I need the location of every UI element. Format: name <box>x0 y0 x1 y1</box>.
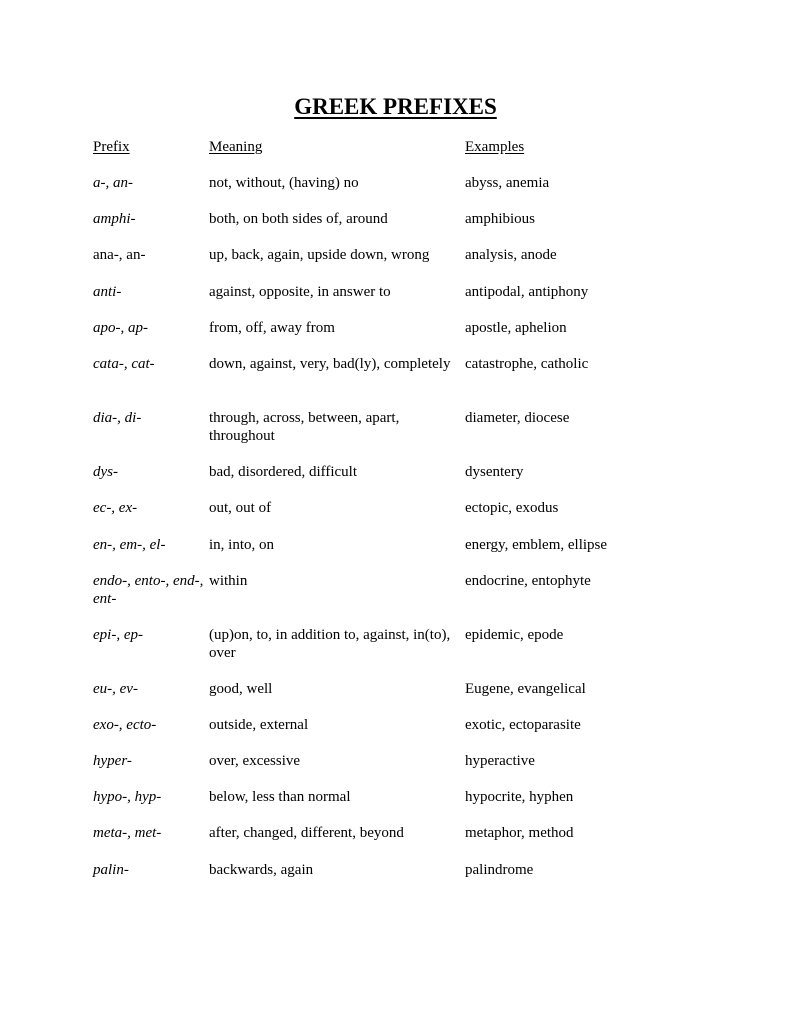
row-prefix: dia-, di- <box>93 410 142 426</box>
row-examples: analysis, anode <box>465 247 557 263</box>
row-meaning: bad, disordered, difficult <box>209 464 358 480</box>
row-examples: epidemic, epode <box>465 627 564 643</box>
row-examples: hyperactive <box>465 753 535 769</box>
row-meaning: outside, external <box>209 717 309 733</box>
row-meaning: through, across, between, apart, throughout <box>209 410 400 444</box>
row-prefix: hypo-, hyp- <box>93 789 162 805</box>
row-meaning: (up)on, to, in addition to, against, in(to), over <box>209 627 451 661</box>
row-meaning: against, opposite, in answer to <box>209 284 391 300</box>
row-prefix: en-, em-, el- <box>93 537 166 553</box>
row-meaning: not, without, (having) no <box>209 175 359 191</box>
row-examples: apostle, aphelion <box>465 320 567 336</box>
row-prefix: endo-, ento-, end-, ent- <box>93 573 204 607</box>
row-meaning: within <box>209 573 248 589</box>
row-examples: catastrophe, catholic <box>465 356 589 372</box>
row-prefix: meta-, met- <box>93 825 162 841</box>
row-examples: metaphor, method <box>465 825 574 841</box>
row-meaning: down, against, very, bad(ly), completely <box>209 356 451 372</box>
row-prefix: eu-, ev- <box>93 681 138 697</box>
row-prefix: anti- <box>93 284 122 300</box>
row-examples: dysentery <box>465 464 524 480</box>
page-title: GREEK PREFIXES <box>294 94 497 119</box>
row-examples: amphibious <box>465 211 535 227</box>
row-examples: palindrome <box>465 862 534 878</box>
row-prefix: exo-, ecto- <box>93 717 157 733</box>
row-examples: Eugene, evangelical <box>465 681 586 697</box>
row-prefix: apo-, ap- <box>93 320 148 336</box>
row-prefix: ec-, ex- <box>93 500 138 516</box>
row-prefix: ana-, an- <box>93 247 146 263</box>
row-meaning: both, on both sides of, around <box>209 211 388 227</box>
row-meaning: below, less than normal <box>209 789 351 805</box>
row-prefix: amphi- <box>93 211 136 227</box>
row-meaning: out, out of <box>209 500 272 516</box>
row-examples: exotic, ectoparasite <box>465 717 581 733</box>
row-meaning: in, into, on <box>209 537 275 553</box>
row-prefix: cata-, cat- <box>93 356 155 372</box>
row-meaning: over, excessive <box>209 753 301 769</box>
row-meaning: good, well <box>209 681 273 697</box>
row-prefix: a-, an- <box>93 175 133 191</box>
row-examples: endocrine, entophyte <box>465 573 591 589</box>
row-meaning: after, changed, different, beyond <box>209 825 404 841</box>
row-examples: antipodal, antiphony <box>465 284 589 300</box>
row-prefix: epi-, ep- <box>93 627 143 643</box>
row-examples: hypocrite, hyphen <box>465 789 574 805</box>
row-meaning: backwards, again <box>209 862 314 878</box>
header-meaning: Meaning <box>209 139 263 155</box>
row-prefix: hyper- <box>93 753 132 769</box>
row-meaning: from, off, away from <box>209 320 335 336</box>
row-prefix: dys- <box>93 464 118 480</box>
row-examples: ectopic, exodus <box>465 500 559 516</box>
header-examples: Examples <box>465 139 525 155</box>
header-prefix: Prefix <box>93 139 130 155</box>
row-examples: energy, emblem, ellipse <box>465 537 608 553</box>
row-examples: diameter, diocese <box>465 410 570 426</box>
row-examples: abyss, anemia <box>465 175 550 191</box>
row-prefix: palin- <box>93 862 129 878</box>
row-meaning: up, back, again, upside down, wrong <box>209 247 430 263</box>
